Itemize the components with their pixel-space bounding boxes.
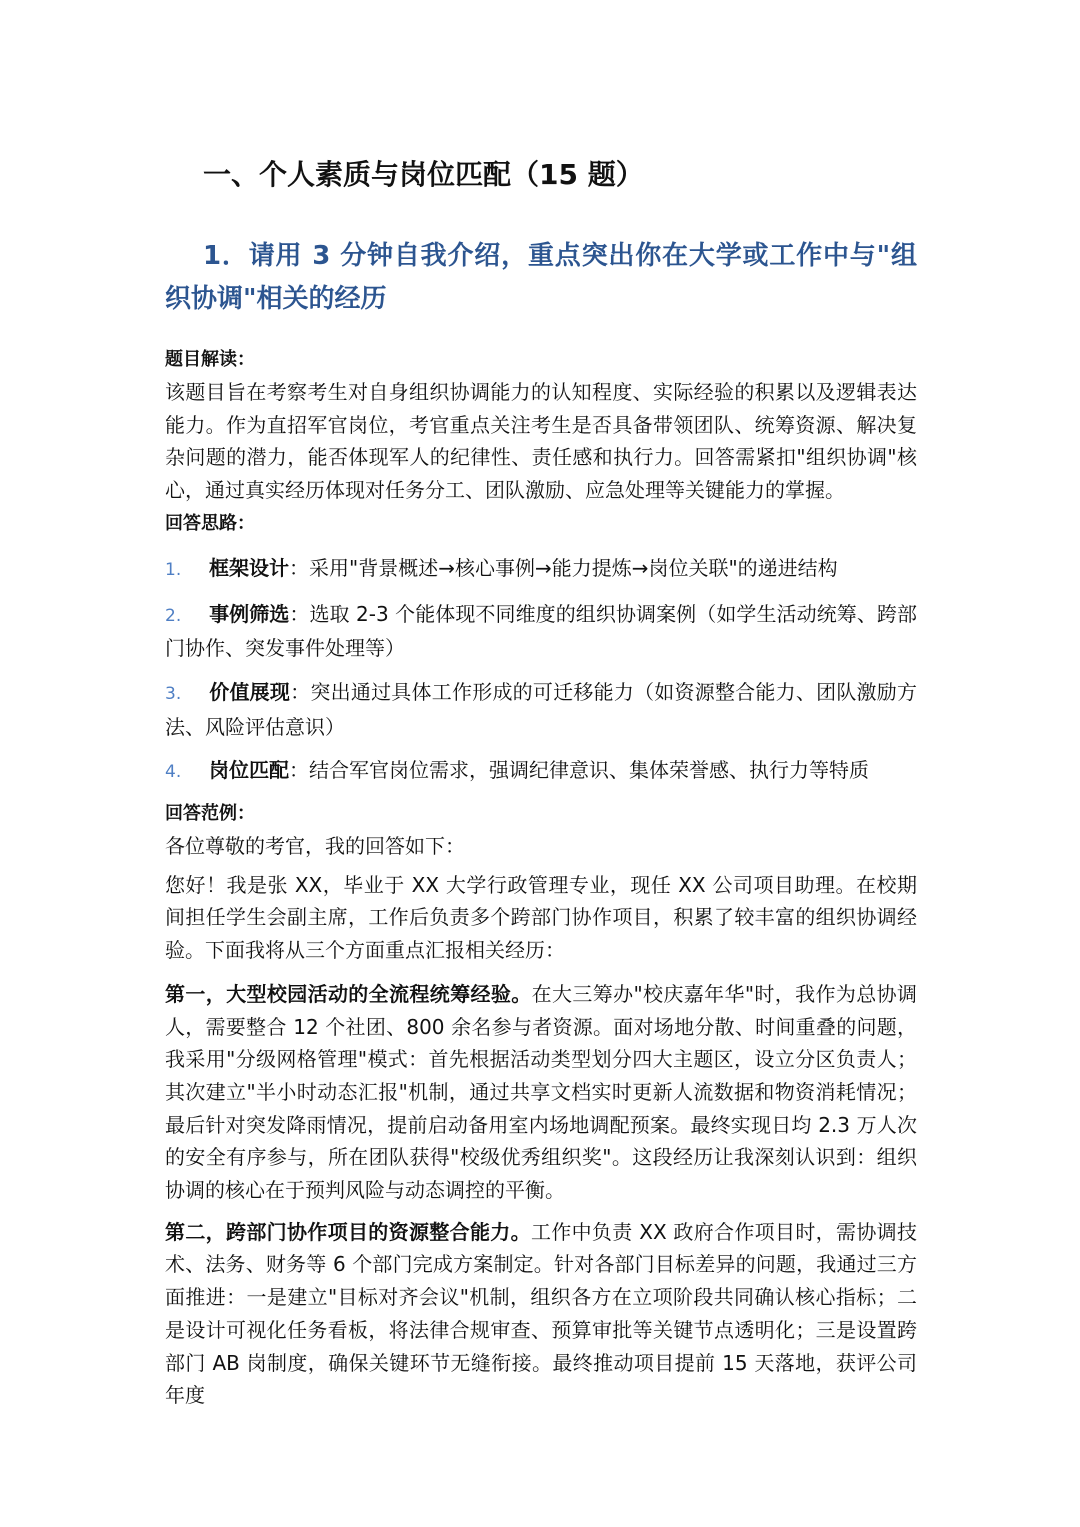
example-paragraph-1 <box>165 978 917 1207</box>
paragraph-lead: 第二，跨部门协作项目的资源整合能力。 <box>165 1219 531 1244</box>
list-term: 框架设计 <box>209 555 289 580</box>
list-item <box>165 598 917 665</box>
list-item <box>165 676 917 743</box>
list-number: 3. <box>165 683 182 704</box>
list-term: 事例筛选 <box>209 601 290 626</box>
list-number: 4. <box>165 762 182 783</box>
paragraph-lead: 第一，大型校园活动的全流程统筹经验。 <box>165 981 532 1006</box>
section-title: 一、个人素质与岗位匹配（15 题） <box>203 158 644 191</box>
list-text: ：选取 2-3 个能体现不同维度的组织协调案例（如学生活动统筹、跨部门协作、突发事件处理等） <box>165 601 917 661</box>
example-paragraph-2 <box>165 1216 917 1412</box>
example-greeting: 各位尊敬的考官，我的回答如下： <box>165 834 465 859</box>
list-term: 岗位匹配 <box>209 758 289 783</box>
page-content <box>165 155 917 1412</box>
approach-label: 回答思路： <box>165 512 255 534</box>
paragraph-text: 在大三筹办"校庆嘉年华"时，我作为总协调人，需要整合 12 个社团、800 余名参与者资源。面对场地分散、时间重叠的问题，我采用"分级网格管理"模式：首先根据活动类型划分四大主题区，设立分区负责人；其次建立"半小时动态汇报"机制，通过共享文档实时更新人流数据和物资消耗情况；最后针对突发降雨情况，提前启动备用室内场地调配预案。最终实现日均 2.3 万人次的安全有序参与，所在团队获得"校级优秀组织奖"。这段经历让我深刻认识到：组织协调的核心在于预判风险与动态调控的平衡。 <box>165 981 918 1203</box>
question-title: 1．请用 3 分钟自我介绍，重点突出你在大学或工作中与"组织协调"相关的经历 <box>165 241 917 314</box>
list-text: ：结合军官岗位需求，强调纪律意识、集体荣誉感、执行力等特质 <box>289 758 869 783</box>
list-number: 1. <box>165 559 182 580</box>
list-number: 2. <box>165 605 182 626</box>
list-item <box>165 552 917 587</box>
interpretation-text: 该题目旨在考察考生对自身组织协调能力的认知程度、实际经验的积累以及逻辑表达能力。作为直招军官岗位，考官重点关注考生是否具备带领团队、统筹资源、解决复杂问题的潜力，能否体现军人的纪律性、责任感和执行力。回答需紧扣"组织协调"核心，通过真实经历体现对任务分工、团队激励、应急处理等关键能力的掌握。 <box>165 380 917 503</box>
example-label: 回答范例： <box>165 803 255 825</box>
approach-list <box>165 552 917 789</box>
list-text: ：突出通过具体工作形成的可迁移能力（如资源整合能力、团队激励方法、风险评估意识） <box>165 679 918 739</box>
example-intro: 您好！我是张 XX，毕业于 XX 大学行政管理专业，现任 XX 公司项目助理。在校期间担任学生会副主席，工作后负责多个跨部门协作项目，积累了较丰富的组织协调经验。下面我将从三个方面重点汇报相关经历： <box>165 872 917 963</box>
list-text: ：采用"背景概述→核心事例→能力提炼→岗位关联"的递进结构 <box>289 555 838 580</box>
list-term: 价值展现 <box>209 679 291 704</box>
paragraph-text: 工作中负责 XX 政府合作项目时，需协调技术、法务、财务等 6 个部门完成方案制定。针对各部门目标差异的问题，我通过三方面推进：一是建立"目标对齐会议"机制，组织各方在立项阶段共同确认核心指标；二是设计可视化任务看板，将法律合规审查、预算审批等关键节点透明化；三是设置跨部门 AB 岗制度，确保关键环节无缝衔接。最终推动项目提前 15 天落地，获评公司年度 <box>165 1219 917 1408</box>
interpretation-label: 题目解读： <box>165 349 255 370</box>
list-item <box>165 754 917 789</box>
